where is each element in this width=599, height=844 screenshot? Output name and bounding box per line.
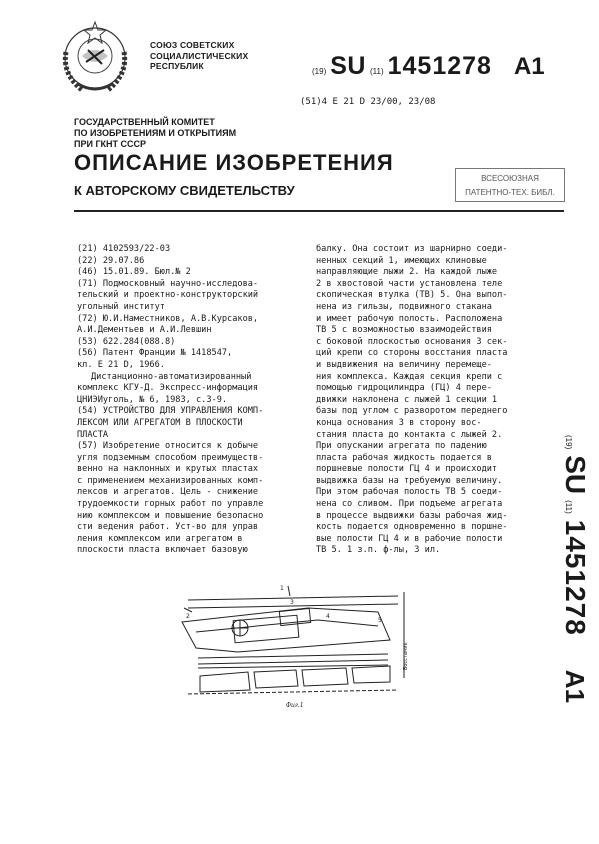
left-column-line: (53) 622.284(088.8) [77, 336, 176, 347]
right-column-line: ненных секций 1, имеющих клиновые [316, 255, 487, 266]
ipc-classification: (51)4 E 21 D 23/00, 23/08 [300, 97, 436, 107]
right-column-line: ТВ 5. 1 з.п. ф-лы, 3 ил. [316, 545, 441, 556]
stamp-line: ПАТЕНТНО-ТЕХ. БИБЛ. [465, 188, 555, 197]
left-column-line: (72) Ю.И.Наместников, А.В.Курсаков, [77, 313, 259, 324]
header-divider [74, 210, 564, 212]
figure-label: 3 [290, 599, 294, 606]
left-column-line: ЛЕКСОМ ИЛИ АГРЕГАТОМ В ПЛОСКОСТИ [77, 417, 243, 428]
right-column-line: с боковой плоскостью основания 3 сек- [316, 336, 508, 347]
right-column-line: поршневые полости ГЦ 4 и происходит [316, 464, 498, 475]
left-column-line: с применением механизированных комп- [77, 475, 264, 486]
left-column-line: (54) УСТРОЙСТВО ДЛЯ УПРАВЛЕНИЯ КОМП- [77, 406, 264, 417]
library-stamp [455, 168, 565, 202]
left-column-line: плоскости пласта включает базовую [77, 545, 248, 556]
right-column-line: и выдвижения на величину перемеще- [316, 359, 492, 370]
figure-label: 4 [326, 613, 330, 620]
side-code-19: (19) [564, 435, 573, 450]
right-column-line: ций крепи со стороны восстания пласта [316, 348, 508, 359]
left-column-line: лексов и агрегатов. Цель - снижение [77, 487, 259, 498]
figure-label: 1 [280, 585, 284, 592]
right-column-line: скопическая втулка (ТВ) 5. Она выпол- [316, 290, 508, 301]
left-column-line: тельский и проектно-конструкторский [77, 290, 259, 301]
left-column-line: (22) 29.07.86 [77, 255, 145, 266]
technical-drawing [178, 582, 410, 712]
ussr-line: РЕСПУБЛИК [150, 61, 204, 71]
right-column-line: нена со сливом. При подъеме агрегата [316, 499, 503, 510]
country-code: SU [330, 52, 366, 80]
right-column-line: При опускании агрегата по падению [316, 441, 487, 452]
left-column-line: венно на наклонных и крутых пластах [77, 464, 259, 475]
left-column-line: комплекс КГУ-Д. Экспресс-информация [77, 383, 259, 394]
right-column-line: направляющие лыжи 2. На каждой лыже [316, 267, 498, 278]
ussr-emblem-icon [52, 14, 138, 98]
right-column-line: и имеет рабочую полость. Расположена [316, 313, 503, 324]
left-column-line: Дистанционно-автоматизированный [91, 371, 252, 382]
right-column-line: базы под углом с разворотом переднего [316, 406, 508, 417]
committee-label [74, 117, 236, 150]
left-column-line: ления комплексом или агрегатом в [77, 533, 243, 544]
figure-caption: Фиг.1 [286, 702, 304, 709]
left-column-line: (56) Патент Франции № 1418547, [77, 348, 233, 359]
document-title: ОПИСАНИЕ ИЗОБРЕТЕНИЯ [74, 150, 394, 175]
left-column-line: (71) Подмосковный научно-исследова- [77, 278, 259, 289]
right-column-line: вые полости ГЦ 4 и в рабочие полости [316, 533, 503, 544]
right-column-line: выдвижка базы на требуемую величину. [316, 475, 503, 486]
left-column-line: А.И.Дементьев и А.И.Левшин [77, 325, 212, 336]
patent-number: 1451278 [387, 52, 492, 80]
code-19: (19) [312, 67, 327, 76]
code-11: (11) [369, 67, 384, 76]
right-column-line: в процессе выдвижки базы рабочая жид- [316, 510, 508, 521]
committee-line: ПО ИЗОБРЕТЕНИЯМ И ОТКРЫТИЯМ [74, 128, 237, 138]
document-subtitle: К АВТОРСКОМУ СВИДЕТЕЛЬСТВУ [74, 183, 295, 198]
bibliographic-column [77, 244, 292, 557]
left-column-line: кл. E 21 D, 1966. [77, 359, 165, 370]
right-column-line: При этом рабочая полость ТВ 5 соеди- [316, 487, 503, 498]
committee-line: ПРИ ГКНТ СССР [74, 139, 147, 149]
ussr-line: СОЦИАЛИСТИЧЕСКИХ [150, 50, 249, 61]
right-column-line: 2 в хвостовой части установлена теле [316, 278, 503, 289]
kind-code: A1 [513, 53, 545, 80]
left-column-line: (21) 4102593/22-03 [77, 244, 171, 254]
side-code-11: (11) [564, 500, 573, 514]
right-column-line: балку. Она состоит из шарнирно соеди- [316, 244, 508, 254]
abstract-column [316, 244, 548, 557]
right-column-line: пласта рабочая жидкость подается в [316, 452, 492, 463]
side-kind-code: A1 [560, 669, 590, 704]
right-column-line: движки наклонена с лыжей 1 секции 1 [316, 394, 498, 405]
left-column-line: сти ведения работ. Уст-во для управ [77, 522, 259, 533]
ussr-line: СОЮЗ СОВЕТСКИХ [150, 40, 235, 50]
right-column-line: ТВ 5 с возможностью взаимодействия [316, 325, 492, 336]
figure-label: 2 [186, 613, 190, 620]
side-patent-number: 1451278 [560, 519, 591, 636]
left-column-line: (57) Изобретение относится к добыче [77, 441, 259, 452]
side-publication-number [553, 435, 593, 705]
committee-line: ГОСУДАРСТВЕННЫЙ КОМИТЕТ [74, 117, 215, 127]
left-column-line: ПЛАСТА [77, 429, 109, 440]
right-column-line: ния комплекса. Каждая секция крепи с [316, 371, 503, 382]
left-column-line: нию комплексом и повышение безопасно [77, 510, 264, 521]
right-column-line: помощью гидроцилиндра (ГЦ) 4 пере- [316, 383, 492, 394]
left-column-line: угольный институт [77, 301, 165, 312]
left-column-line: ЦНИЭИуголь, № 6, 1983, с.3-9. [77, 394, 228, 405]
left-column-line: угля подземным способом преимуществ- [77, 452, 264, 463]
stamp-line: ВСЕСОЮЗНАЯ [481, 174, 539, 183]
publication-number [312, 52, 545, 81]
ussr-label [150, 40, 248, 72]
figure-side-note: Восстание [403, 642, 409, 670]
left-column-line: (46) 15.01.89. Бюл.№ 2 [77, 267, 191, 278]
right-column-line: стания пласта до контакта с лыжей 2. [316, 429, 503, 440]
right-column-line: нена из гильзы, подвижного стакана [316, 301, 492, 312]
figure-label: 5 [378, 617, 382, 624]
right-column-line: кость подается одновременно в поршне- [316, 522, 508, 533]
right-column-line: конца основания 3 в сторону вос- [316, 417, 482, 428]
left-column-line: трудоемкости горных работ по управле [77, 499, 264, 510]
side-country-code: SU [560, 455, 591, 495]
